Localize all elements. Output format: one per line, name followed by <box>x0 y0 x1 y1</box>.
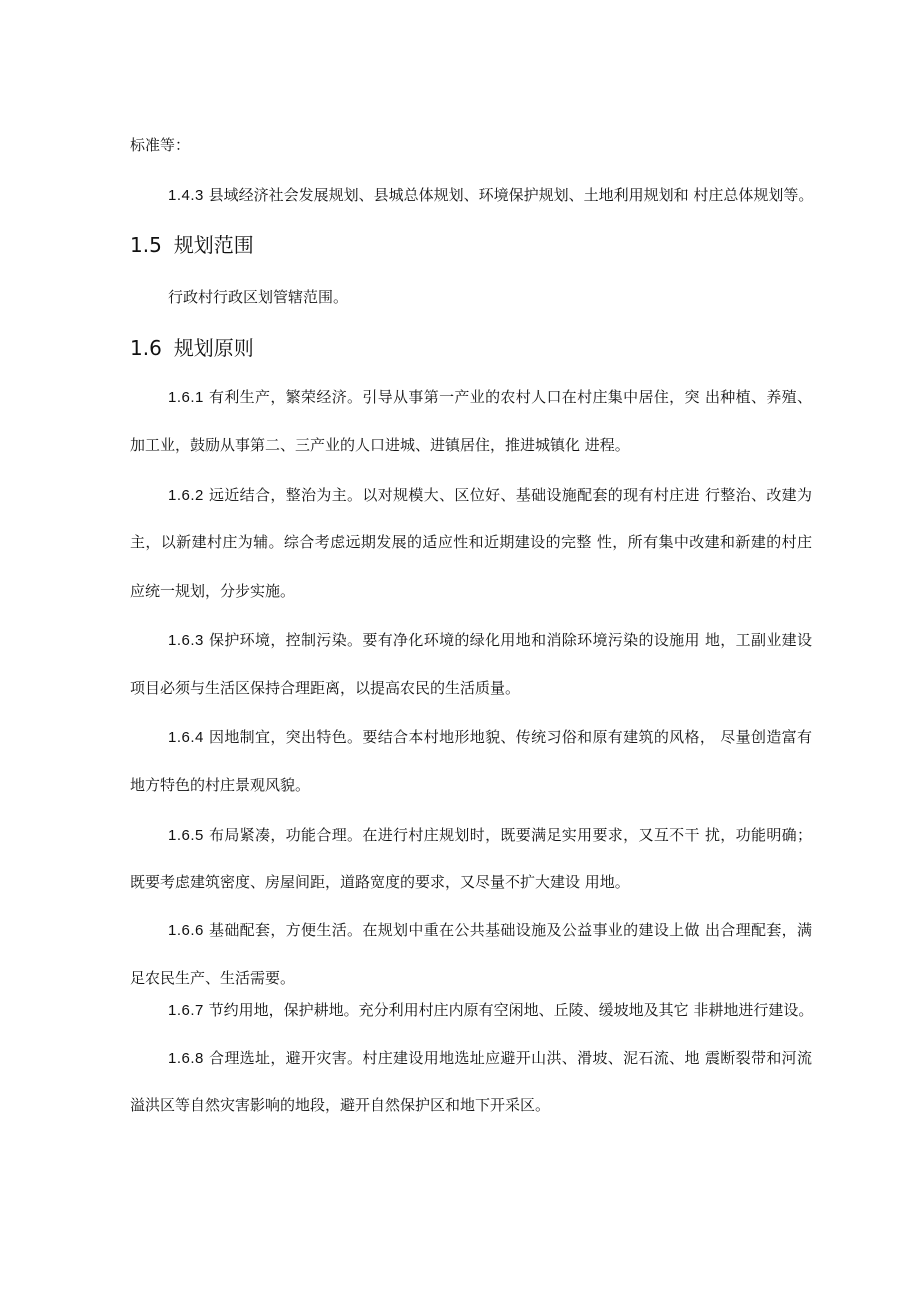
text-line: 足农民生产、生活需要。 <box>130 969 296 987</box>
text-line: 既要考虑建筑密度、房屋间距，道路宽度的要求，又尽量不扩大建设 用地。 <box>130 873 630 891</box>
text-line: 地方特色的村庄景观风貌。 <box>130 776 311 794</box>
text-line: 主，以新建村庄为辅。综合考虑远期发展的适应性和近期建设的完整 性，所有集中改建和新建的村庄 <box>130 533 812 551</box>
clause-1-6-1: 1.6.1 有利生产，繁荣经济。引导从事第一产业的农村人口在村庄集中居住，突 出种植、养殖、 <box>168 388 812 406</box>
section-heading-1-5: 1.5 规划范围 <box>130 233 254 257</box>
clause-1-6-7: 1.6.7 节约用地，保护耕地。充分利用村庄内原有空闲地、丘陵、缓坡地及其它 非耕地进行建设。 <box>168 1001 814 1019</box>
clause-1-4-3: 1.4.3 县域经济社会发展规划、县城总体规划、环境保护规划、土地利用规划和 村庄总体规划等。 <box>168 186 814 204</box>
text-line: 加工业，鼓励从事第二、三产业的人口进城、进镇居住，推进城镇化 进程。 <box>130 436 630 454</box>
text-line: 溢洪区等自然灾害影响的地段，避开自然保护区和地下开采区。 <box>130 1096 551 1114</box>
text-line: 行政村行政区划管辖范围。 <box>168 288 349 306</box>
clause-1-6-3: 1.6.3 保护环境，控制污染。要有净化环境的绿化用地和消除环境污染的设施用 地，工副业建设 <box>168 631 812 649</box>
clause-1-6-5: 1.6.5 布局紧凑，功能合理。在进行村庄规划时，既要满足实用要求，又互不干 扰，功能明确； <box>168 826 812 844</box>
clause-1-6-8: 1.6.8 合理选址，避开灾害。村庄建设用地选址应避开山洪、滑坡、泥石流、地 震断裂带和河流 <box>168 1049 812 1067</box>
clause-1-6-4: 1.6.4 因地制宜，突出特色。要结合本村地形地貌、传统习俗和原有建筑的风格， 尽量创造富有 <box>168 728 812 746</box>
clause-1-6-2: 1.6.2 远近结合，整治为主。以对规模大、区位好、基础设施配套的现有村庄进 行整治、改建为 <box>168 486 812 504</box>
text-line: 应统一规划，分步实施。 <box>130 582 296 600</box>
section-heading-1-6: 1.6 规划原则 <box>130 336 254 360</box>
text-line: 项目必须与生活区保持合理距离，以提高农民的生活质量。 <box>130 679 521 697</box>
clause-1-6-6: 1.6.6 基础配套，方便生活。在规划中重在公共基础设施及公益事业的建设上做 出合理配套，满 <box>168 921 812 939</box>
text-line: 标准等： <box>130 136 191 154</box>
